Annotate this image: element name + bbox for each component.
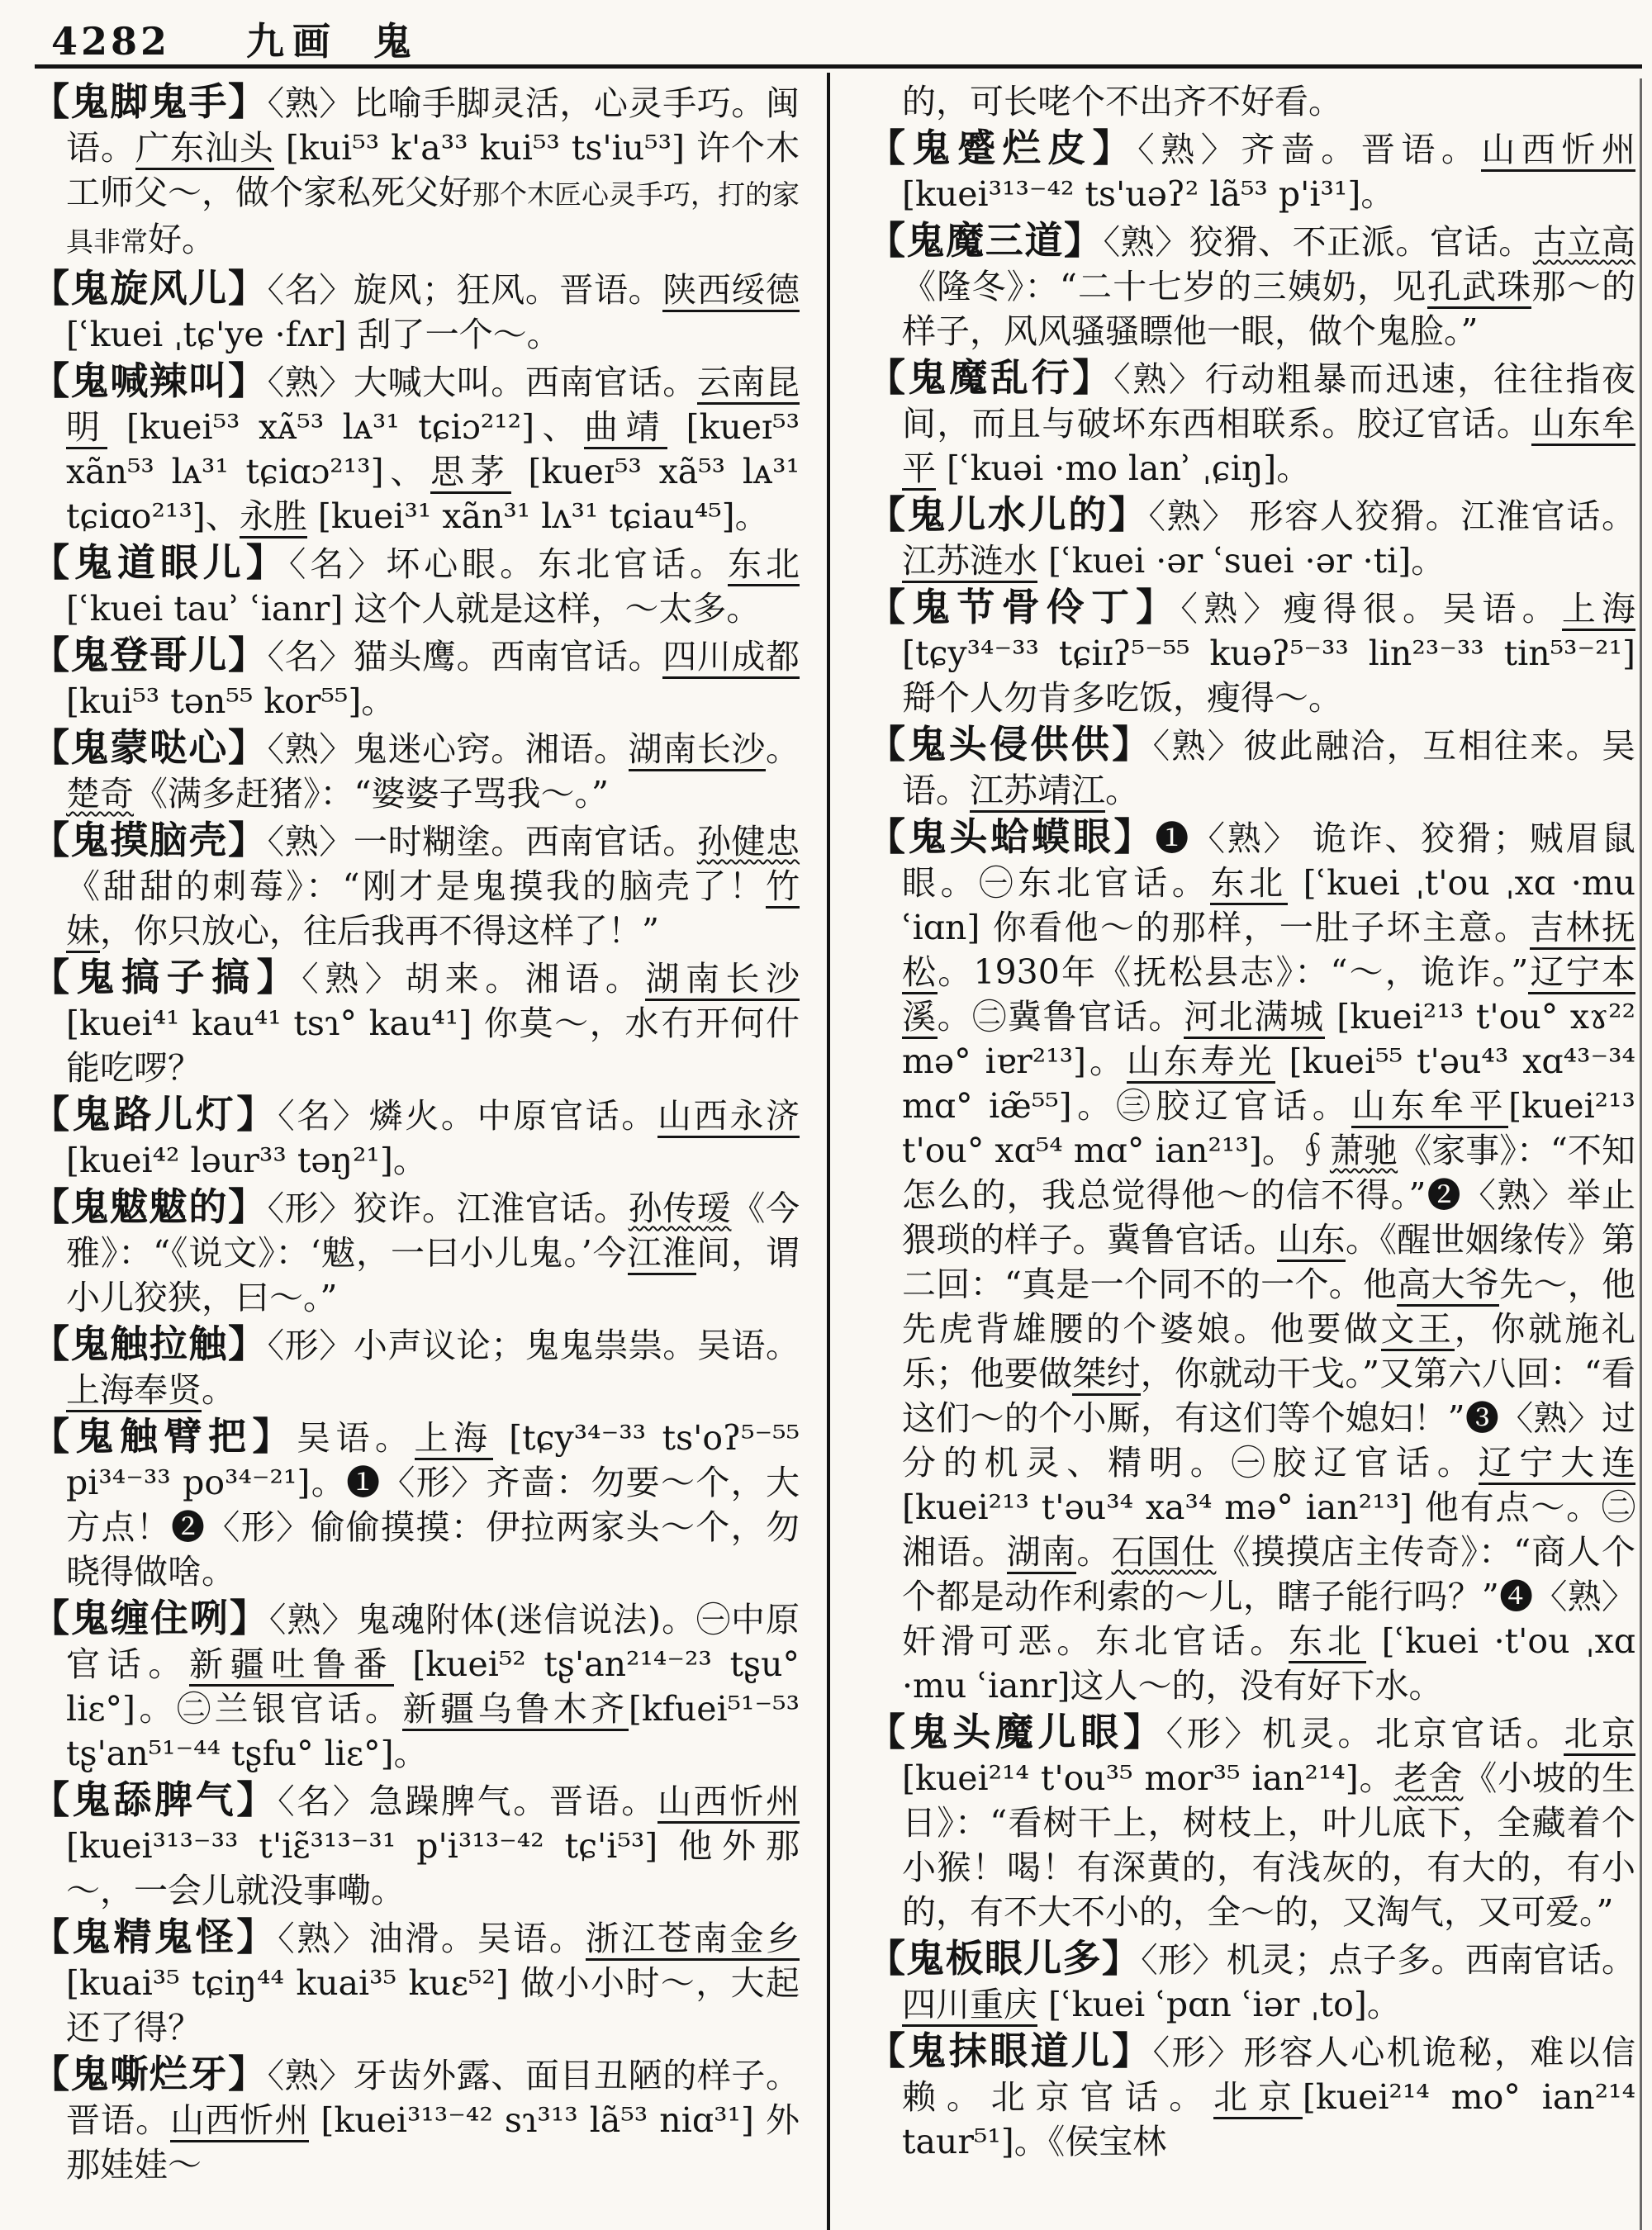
entry-headword: 【鬼旋风儿】: [31, 266, 268, 311]
entry-headword: 【鬼触臂把】: [31, 1414, 297, 1459]
entry-body: 〈熟〉鬼迷心窍。湘语。湖南长沙。楚奇《满多赶猪》：“婆婆子骂我～。”: [66, 729, 800, 814]
dict-entry: [31, 955, 800, 1090]
entry-body: 〈熟〉胡来。湘语。湖南长沙 [kuei⁴¹ kau⁴¹ tsɿ° kau⁴¹] 你莫～，水冇开何什能吃啰？: [66, 959, 800, 1088]
place-name: 山东牟平: [1351, 1086, 1508, 1128]
entry-headword: 【鬼嘶烂牙】: [31, 2052, 268, 2096]
entry-body: ❶〈熟〉 诡诈、狡猾；贼眉鼠眼。㊀东北官话。东北 [ʿkuei ˌt'ou ˌxɑ ·mu ʿiɑn] 你看他～的那样，一肚子坏主意。吉林抚松。1930年《抚松县志》：“～，诡诈。”辽宁本溪。㊁冀鲁官话。河北满城 [kuei²¹³ t'ou° xɤ²² mə° iɐr²¹³]。山东寿光 [kuei⁵⁵ t'əu⁴³ xɑ⁴³⁻³⁴ mɑ° iæ̃⁵⁵]。㊂胶辽官话。山东牟平[kuei²¹³ t'ou° xɑ⁵⁴ mɑ° ian²¹³]。∮萧驰《家事》：“不知怎么的，我总觉得他～的信不得。”❷〈熟〉举止猥琐的样子。冀鲁官话。山东。《醒世姻缘传》第二回：“真是一个同不的一个。他高大爷先～，他先虎背雄腰的个婆娘。他要做文王，你就施礼乐；他要做桀纣，你就动干戈。”又第六八回：“看这们～的个小厮，有这们等个媳妇！”❸〈熟〉过分的机灵、精明。㊀胶辽官话。辽宁大连 [kuei²¹³ t'əu³⁴ xa³⁴ mə° ian²¹³] 他有点～。㊁湘语。湖南。石国仕《摸摸店主传奇》：“商人个个都是动作利索的～儿，瞎子能行吗？”❹〈熟〉奸滑可恶。东北官话。东北 [ʿkuei ·t'ou ˌxɑ ·mu ʿianr]这人～的，没有好下水。: [902, 818, 1636, 1706]
place-name: 新疆乌鲁木齐: [402, 1689, 628, 1731]
dict-entry: [31, 266, 800, 357]
entry-headword: 【鬼魔乱行】: [867, 355, 1114, 400]
entry-body: 〈形〉狡诈。江淮官话。孙传瑷《今雅》：“《说文》：‘魃，一曰小儿鬼。’今江淮间，谓小儿狡狭，曰～。”: [66, 1189, 800, 1317]
place-name: 桀纣: [1072, 1354, 1141, 1396]
header-rule: [35, 64, 1642, 69]
place-name: 广东汕头: [135, 128, 274, 170]
entry-headword: 【鬼精鬼怪】: [31, 1914, 278, 1959]
place-name: 孔武珠: [1427, 267, 1532, 309]
dict-entry: [867, 814, 1635, 1708]
dict-entry: [31, 1092, 800, 1183]
dict-entry: [867, 218, 1635, 353]
entry-headword: 【鬼摸脑壳】: [31, 818, 268, 862]
entry-headword: 【鬼魔三道】: [867, 218, 1104, 263]
dict-entry: [31, 725, 800, 816]
place-name: 江淮: [628, 1233, 697, 1275]
entry-headword: 【鬼触拉触】: [31, 1321, 268, 1366]
entry-body: 〈熟〉彼此融洽，互相往来。吴语。江苏靖江。: [902, 726, 1635, 813]
entry-body: 〈熟〉牙齿外露、面目丑陋的样子。晋语。山西忻州 [kuei³¹³⁻⁴² sɿ³¹³ lã⁵³ niɑ³¹] 外那娃娃～: [66, 2056, 800, 2185]
entry-body: 〈形〉形容人心机诡秘，难以信赖。北京官话。北京[kuei²¹⁴ mo° ian²¹⁴ taur⁵¹]。《侯宝林: [902, 2033, 1636, 2161]
entry-body: 〈熟〉狡猾、不正派。官话。古立高《隆冬》：“二十七岁的三姨奶，见孔武珠那～的样子，风风骚骚瞟他一眼，做个鬼脸。”: [902, 222, 1636, 351]
entry-headword: 【鬼儿水儿的】: [867, 492, 1149, 537]
entry-body: 的，可长咾个不出齐不好看。: [902, 82, 1342, 121]
entry-body: 〈名〉坏心眼。东北官话。东北 [ʿkuei tauʾ ʿianr] 这个人就是这样，～太多。: [66, 544, 800, 629]
entry-headword: 【鬼节骨伶丁】: [867, 585, 1181, 629]
proper-name: 孙健忠: [696, 822, 800, 861]
place-name: 湖南: [1007, 1532, 1077, 1574]
dict-entry-continuation: [867, 79, 1635, 124]
place-name: 云南昆明: [66, 363, 800, 449]
place-name: 河北满城: [1184, 997, 1325, 1039]
place-name: 山东: [1277, 1220, 1346, 1262]
dict-entry: [31, 633, 800, 724]
dict-entry: [867, 492, 1635, 583]
place-name: 陕西绥德: [662, 270, 800, 312]
dict-entry: [867, 126, 1635, 216]
dict-entry: [867, 355, 1635, 491]
entry-body: 〈形〉小声议论；鬼鬼祟祟。吴语。上海奉贤。: [66, 1326, 800, 1412]
entry-headword: 【鬼蹙烂皮】: [867, 126, 1138, 170]
entry-body: 〈名〉猫头鹰。西南官话。四川成都 [kui⁵³ tən⁵⁵ kor⁵⁵]。: [66, 637, 800, 721]
place-name: 北京: [1564, 1714, 1635, 1756]
place-name: 山西忻州: [657, 1782, 800, 1824]
stroke-section-label: 九画: [246, 19, 339, 64]
proper-name: 楚奇: [66, 774, 134, 814]
place-name: 文王: [1381, 1309, 1455, 1351]
dict-entry: [867, 2028, 1635, 2164]
place-name: 上海奉贤: [66, 1370, 202, 1412]
place-name: 四川成都: [662, 637, 800, 679]
place-name: 新疆吐鲁番: [189, 1644, 394, 1687]
entry-headword: 【鬼魃魃的】: [31, 1184, 268, 1229]
entry-body: 〈名〉燐火。中原官话。山西永济 [kuei⁴² ləur³³ təŋ²¹]。: [66, 1096, 800, 1180]
dict-entry: [31, 79, 800, 264]
entry-headword: 【鬼头魔儿眼】: [867, 1710, 1166, 1754]
place-name: 思茅: [430, 452, 511, 494]
proper-name: 石国仕: [1111, 1532, 1217, 1572]
place-name: 四川重庆: [902, 1985, 1037, 2027]
place-name: 竹妹: [66, 866, 800, 953]
column-right: [867, 79, 1635, 2164]
place-name: 江苏靖江: [970, 771, 1105, 813]
place-name: 北京: [1213, 2077, 1303, 2119]
place-name: 东北: [1210, 863, 1287, 905]
proper-name: 老舍: [1393, 1758, 1464, 1798]
page-header: [51, 12, 411, 66]
place-name: 江苏涟水: [902, 541, 1037, 583]
dict-entry: [31, 1777, 800, 1913]
entry-body: 〈熟〉一时糊塗。西南官话。孙健忠《甜甜的刺莓》：“刚才是鬼摸我的脑壳了！竹妹，你只放心，往后我再不得这样了！”: [66, 822, 800, 953]
entry-body: 〈熟〉鬼魂附体(迷信说法)。㊀中原官话。新疆吐鲁番 [kuei⁵² tʂ'an²¹⁴⁻²³ tʂu° liɛ°]。㊁兰银官话。新疆乌鲁木齐[kfuei⁵¹⁻⁵³ tʂ'an⁵¹⁻⁴⁴ tʂfu° liɛ°]。: [66, 1600, 800, 1773]
place-name: 辽宁本溪: [902, 952, 1635, 1039]
entry-body: 〈熟〉大喊大叫。西南官话。云南昆明 [kuei⁵³ xᴀ̃⁵³ lᴀ³¹ tɕiɔ²¹²]、曲靖 [kueɪ⁵³ xãn⁵³ lᴀ³¹ tɕiɑɔ²¹³]、思茅 [kueɪ⁵³ xã⁵³ lᴀ³¹ tɕiɑo²¹³]、永胜 [kuei³¹ xãn³¹ lʌ³¹ tɕiau⁴⁵]。: [66, 363, 800, 539]
entry-headword: 【鬼抹眼道儿】: [867, 2028, 1153, 2073]
entry-body: 〈熟〉油滑。吴语。浙江苍南金乡 [kuai³⁵ tɕiŋ⁴⁴ kuai³⁵ kuɛ⁵²] 做小小时～，大起还了得？: [66, 1919, 800, 2047]
entry-headword: 【鬼板眼儿多】: [867, 1936, 1142, 1981]
entry-body: 〈形〉机灵；点子多。西南官话。四川重庆 [ʿkuei ʿpɑn ʿiər ˌto]。: [902, 1940, 1635, 2027]
entry-headword: 【鬼缠住咧】: [31, 1596, 269, 1640]
entry-body: 〈形〉机灵。北京官话。北京[kuei²¹⁴ t'ou³⁵ mor³⁵ ian²¹⁴]。老舍《小坡的生日》：“看树干上，树枝上，叶儿底下，全藏着个小猴！喝！有深黄的，有浅灰的，有大的，有小的，有不大不小的，全～的，又淘气，又可爱。”: [902, 1714, 1636, 1932]
proper-name: 古立高: [1532, 222, 1636, 262]
radical-label: 鬼: [373, 19, 412, 64]
entry-body: 吴语。上海 [tɕy³⁴⁻³³ ts'oʔ⁵⁻⁵⁵ pi³⁴⁻³³ po³⁴⁻²¹]。❶〈形〉齐啬：勿要～个，大方点！❷〈形〉偷偷摸摸：伊拉两家头～个，勿晓得做啥。: [66, 1418, 800, 1592]
dict-entry: [31, 1596, 800, 1776]
entry-body: 〈熟〉 形容人狡猾。江淮官话。江苏涟水 [ʿkuei ·ər ʿsuei ·ər ·ti]。: [902, 496, 1635, 583]
entry-headword: 【鬼蒙哒心】: [31, 725, 268, 770]
dict-entry: [867, 1710, 1635, 1934]
place-name: 湖南长沙: [629, 729, 766, 771]
entry-headword: 【鬼喊辣叫】: [31, 358, 268, 403]
entry-headword: 【鬼头侵供供】: [867, 722, 1153, 766]
place-name: 吉林抚松: [902, 908, 1635, 994]
dict-entry: [31, 1321, 800, 1412]
place-name: 浙江苍南金乡: [586, 1919, 800, 1961]
entry-headword: 【鬼搞子搞】: [31, 955, 302, 999]
dict-entry: [31, 358, 800, 539]
place-name: 东北: [728, 544, 800, 586]
place-name: 山西忻州: [1481, 130, 1635, 172]
dict-entry: [867, 585, 1635, 720]
entry-headword: 【鬼道眼儿】: [31, 540, 289, 585]
dict-entry: [31, 818, 800, 953]
entry-headword: 【鬼登哥儿】: [31, 633, 268, 677]
proper-name: 萧驰: [1329, 1131, 1398, 1170]
page-edge-line: [1640, 78, 1642, 2230]
entry-headword: 【鬼路儿灯】: [31, 1092, 278, 1136]
dict-entry: [31, 1184, 800, 1320]
column-divider: [827, 73, 830, 2230]
place-name: 山东牟平: [902, 404, 1635, 491]
place-name: 曲靖: [584, 407, 667, 449]
place-name: 上海: [1562, 589, 1635, 631]
entry-body: 〈熟〉瘦得很。吴语。上海 [tɕy³⁴⁻³³ tɕiɪʔ⁵⁻⁵⁵ kuəʔ⁵⁻³³ lin²³⁻³³ tin⁵³⁻²¹] 搿个人勿肯多吃饭，瘦得～。: [902, 589, 1636, 718]
column-left: [31, 79, 800, 2187]
page-number: 4282: [51, 19, 171, 64]
entry-headword: 【鬼舔脾气】: [31, 1777, 278, 1822]
place-name: 湖南长沙: [645, 959, 800, 1001]
dict-entry: [31, 1414, 800, 1594]
entry-body: 〈熟〉比喻手脚灵活，心灵手巧。闽语。广东汕头 [kui⁵³ k'a³³ kui⁵³ ts'iu⁵³] 许个木工师父～，做个家私死父好那个木匠心灵手巧，打的家具非常好。: [66, 83, 800, 259]
dict-entry: [31, 1914, 800, 2050]
gloss-small-print: 那个木匠心灵手巧，打的家具非常: [66, 178, 800, 258]
place-name: 山东寿光: [1127, 1041, 1275, 1084]
place-name: 东北: [1289, 1621, 1366, 1663]
entry-body: 〈名〉旋风；狂风。晋语。陕西绥德 [ʿkuei ˌtɕ'ye ·fʌr] 刮了一个～。: [66, 270, 800, 354]
entry-body: 〈熟〉行动粗暴而迅速，往往指夜间，而且与破坏东西相联系。胶辽官话。山东牟平 [ʿkuəi ·mo lanʾ ˌɕiŋ]。: [902, 359, 1635, 491]
dict-entry: [31, 540, 800, 631]
place-name: 上海: [415, 1418, 493, 1460]
place-name: 永胜: [240, 496, 307, 539]
entry-body: 〈熟〉齐啬。晋语。山西忻州 [kuei³¹³⁻⁴² ts'uəʔ² lã⁵³ p'i³¹]。: [902, 130, 1636, 214]
dict-entry: [867, 1936, 1635, 2027]
place-name: 高大爷: [1397, 1264, 1499, 1307]
place-name: 山西忻州: [170, 2100, 309, 2142]
entry-headword: 【鬼脚鬼手】: [31, 79, 268, 124]
place-name: 山西永济: [657, 1096, 800, 1138]
dict-entry: [31, 2052, 800, 2187]
dict-entry: [867, 722, 1635, 813]
place-name: 辽宁大连: [1479, 1443, 1635, 1485]
entry-headword: 【鬼头蛤蟆眼】: [867, 814, 1156, 859]
proper-name: 孙传瑷: [628, 1189, 732, 1228]
entry-body: 〈名〉急躁脾气。晋语。山西忻州 [kuei³¹³⁻³³ t'iɛ̃³¹³⁻³¹ p'i³¹³⁻⁴² tɕ'i⁵³] 他外那～，一会儿就没事嘞。: [66, 1782, 800, 1910]
